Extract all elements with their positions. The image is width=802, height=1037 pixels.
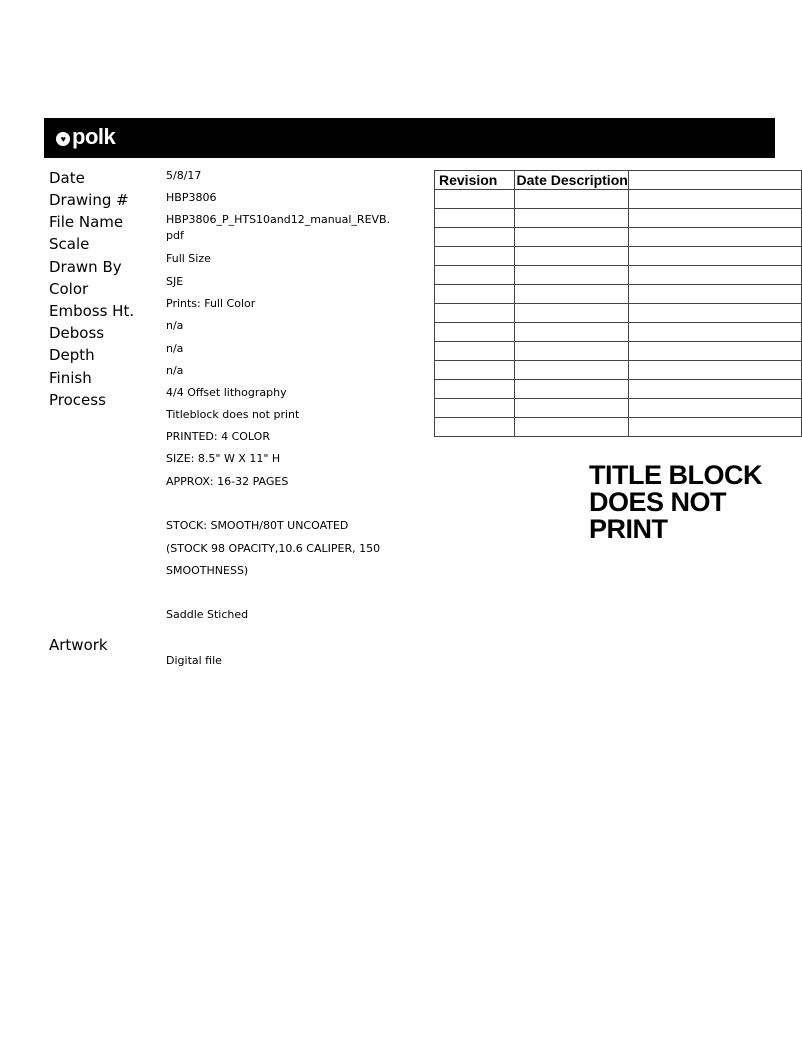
- revision-cell: [435, 380, 515, 399]
- notice-line: PRINT: [589, 514, 668, 544]
- field-value: HBP3806: [166, 191, 217, 204]
- revision-cell: [435, 361, 515, 380]
- revision-row: [435, 247, 802, 266]
- revision-cell: [435, 323, 515, 342]
- field-value: STOCK: SMOOTH/80T UNCOATED: [166, 519, 349, 532]
- revision-cell: [435, 285, 515, 304]
- field-value: Prints: Full Color: [166, 297, 256, 310]
- revision-cell: [628, 247, 801, 266]
- revision-cell: [514, 380, 628, 399]
- revision-cell: [514, 228, 628, 247]
- revision-cell: [514, 342, 628, 361]
- notice-line: TITLE BLOCK: [589, 460, 762, 490]
- field-label: Drawing #: [49, 191, 129, 209]
- revision-cell: [435, 228, 515, 247]
- revision-cell: [628, 228, 801, 247]
- revision-cell: [435, 399, 515, 418]
- brand-banner: [44, 118, 775, 158]
- field-label: Drawn By: [49, 258, 122, 276]
- header-date: Date Description: [514, 171, 628, 190]
- revision-row: [435, 228, 802, 247]
- revision-cell: [514, 361, 628, 380]
- field-value: APPROX: 16-32 PAGES: [166, 475, 289, 488]
- field-value: pdf: [166, 229, 184, 242]
- field-value: 4/4 Offset lithography: [166, 386, 287, 399]
- revision-cell: [435, 266, 515, 285]
- revision-cell: [514, 247, 628, 266]
- field-value: (STOCK 98 OPACITY,10.6 CALIPER, 150: [166, 542, 381, 555]
- title-block-notice: [589, 462, 762, 543]
- revision-cell: [514, 323, 628, 342]
- revision-cell: [628, 266, 801, 285]
- notice-line: DOES NOT: [589, 487, 727, 517]
- field-label: Depth: [49, 346, 95, 364]
- revision-cell: [514, 190, 628, 209]
- revision-cell: [435, 418, 515, 437]
- revision-table-header: [435, 171, 802, 190]
- field-value: n/a: [166, 342, 184, 355]
- revision-cell: [435, 190, 515, 209]
- revision-row: [435, 190, 802, 209]
- field-label: File Name: [49, 213, 124, 231]
- revision-row: [435, 399, 802, 418]
- revision-cell: [628, 323, 801, 342]
- revision-row: [435, 323, 802, 342]
- revision-cell: [628, 304, 801, 323]
- revision-cell: [628, 380, 801, 399]
- field-value: SMOOTHNESS): [166, 564, 249, 577]
- revision-cell: [514, 399, 628, 418]
- field-label: Deboss: [49, 324, 105, 342]
- revision-cell: [628, 399, 801, 418]
- revision-cell: [514, 418, 628, 437]
- field-label: Date: [49, 169, 85, 187]
- revision-cell: [514, 266, 628, 285]
- revision-cell: [628, 285, 801, 304]
- field-value: SIZE: 8.5" W X 11" H: [166, 452, 281, 465]
- revision-cell: [628, 190, 801, 209]
- revision-cell: [628, 361, 801, 380]
- field-label: Emboss Ht.: [49, 302, 135, 320]
- field-value: n/a: [166, 319, 184, 332]
- revision-table: [434, 170, 802, 437]
- revision-cell: [435, 342, 515, 361]
- header-revision: Revision: [435, 171, 515, 190]
- revision-row: [435, 380, 802, 399]
- revision-row: [435, 285, 802, 304]
- field-value: PRINTED: 4 COLOR: [166, 430, 270, 443]
- revision-cell: [628, 209, 801, 228]
- field-value: Full Size: [166, 252, 211, 265]
- revision-cell: [514, 285, 628, 304]
- polk-logo: [56, 124, 115, 150]
- field-value: Saddle Stiched: [166, 608, 249, 621]
- field-value: Digital file: [166, 654, 222, 667]
- field-value: 5/8/17: [166, 169, 202, 182]
- revision-cell: [435, 209, 515, 228]
- field-value: Titleblock does not print: [166, 408, 300, 421]
- header-description: [628, 171, 801, 190]
- revision-cell: [514, 304, 628, 323]
- revision-cell: [435, 304, 515, 323]
- field-label: Scale: [49, 235, 90, 253]
- revision-row: [435, 418, 802, 437]
- revision-cell: [514, 209, 628, 228]
- revision-row: [435, 342, 802, 361]
- heart-icon: ♥: [56, 132, 70, 146]
- revision-row: [435, 361, 802, 380]
- field-label: Artwork: [49, 636, 108, 654]
- revision-row: [435, 304, 802, 323]
- field-value: HBP3806_P_HTS10and12_manual_REVB.: [166, 213, 391, 226]
- field-value: SJE: [166, 275, 184, 288]
- field-label: Finish: [49, 369, 92, 387]
- revision-row: [435, 209, 802, 228]
- field-label: Process: [49, 391, 106, 409]
- revision-row: [435, 266, 802, 285]
- revision-cell: [628, 418, 801, 437]
- revision-cell: [628, 342, 801, 361]
- field-label: Color: [49, 280, 89, 298]
- logo-text: polk: [72, 124, 116, 149]
- field-value: n/a: [166, 364, 184, 377]
- revision-cell: [435, 247, 515, 266]
